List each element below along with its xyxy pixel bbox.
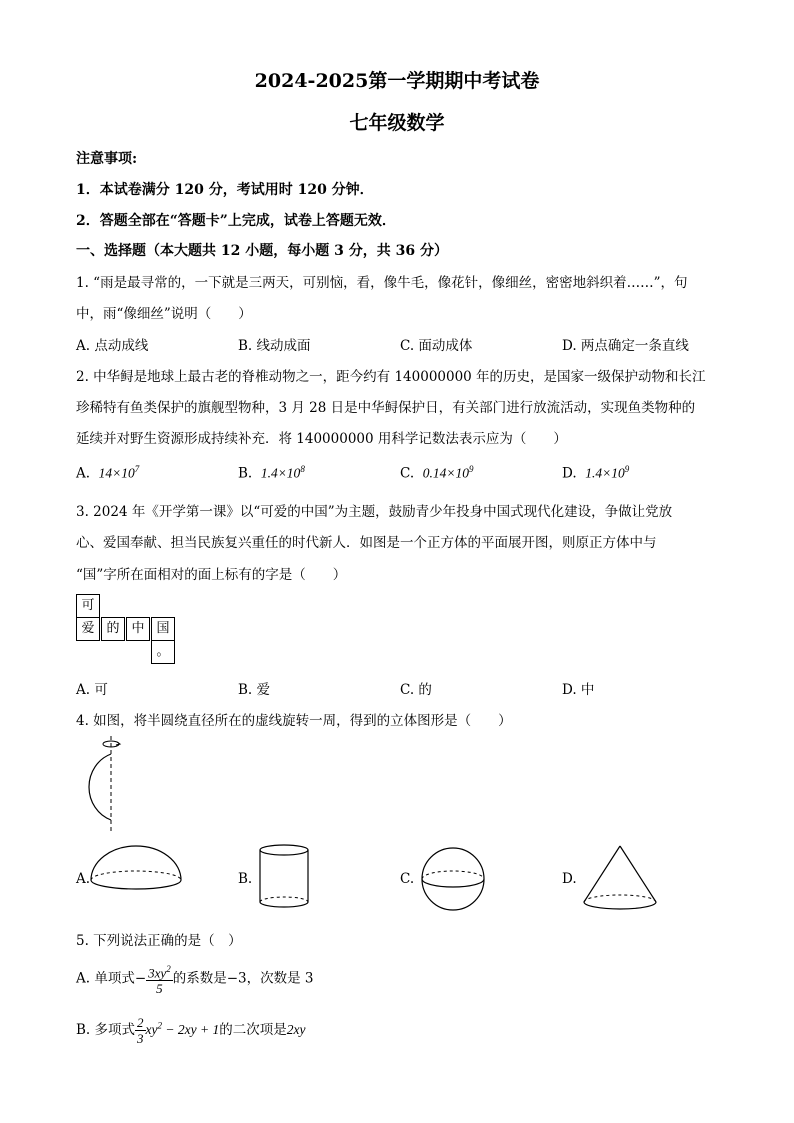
q4-option-d-label: D. [562, 871, 577, 887]
q2-option-d: D. $1.4\times 10^9$ [562, 464, 630, 482]
q4-option-c-label: C. [400, 871, 415, 887]
q2-option-b: B. $1.4\times 10^8$ [238, 464, 305, 482]
q3-option-c: C. 的 [400, 682, 432, 698]
q1-line-2: 中，雨“像细丝”说明（ ） [76, 306, 252, 322]
exam-title: 2024-2025第一学期期中考试卷 [254, 70, 540, 92]
q3-option-a: A. 可 [76, 682, 108, 698]
q2-option-c: C. $0.14\times 10^9$ [400, 464, 474, 482]
notice-item-1: 1．本试卷满分 120 分，考试用时 120 分钟． [76, 182, 374, 198]
q5-option-a-fraction: $\frac{3xy^2}{5}$ [148, 964, 171, 997]
q1-option-d: D. 两点确定一条直线 [562, 338, 689, 354]
notice-item-2: 2．答题全部在“答题卡”上完成，试卷上答题无效． [76, 213, 396, 229]
q5-option-b-fraction: $\frac{2}{3}$ [137, 1015, 144, 1046]
q5-line-1: 5. 下列说法正确的是（ ） [76, 933, 242, 949]
q2-line-3: 延续并对野生资源形成持续补充．将 140000000 用科学记数法表示应为（ ） [76, 431, 567, 447]
net-cell-period: 。 [151, 640, 175, 664]
q3-option-d: D. 中 [562, 682, 595, 698]
hemisphere-icon [88, 844, 184, 904]
net-cell-zhong: 中 [126, 617, 150, 641]
q2-line-2: 珍稀特有鱼类保护的旗舰型物种，3 月 28 日是中华鲟保护日，有关部门进行放流活动，实现鱼类物种的 [76, 400, 696, 416]
q2-option-a: A. $14\times 10^7$ [76, 464, 140, 482]
section-heading: 一、选择题（本大题共 12 小题，每小题 3 分，共 36 分） [76, 243, 448, 259]
q5-option-a: A. 单项式− $\frac{3xy^2}{5}$ 的系数是−3，次数是 3 [76, 964, 314, 997]
semicircle-rotation-figure [70, 734, 130, 838]
sphere-icon [418, 846, 488, 912]
q5-option-b: B. 多项式 $\frac{2}{3}$ $xy^2 - 2xy + 1$的二次项是2xy [76, 1015, 306, 1046]
q3-line-3: “国”字所在面相对的面上标有的字是（ ） [76, 567, 347, 583]
net-cell-ke: 可 [76, 594, 100, 618]
q3-line-2: 心、爱国奉献、担当民族复兴重任的时代新人．如图是一个正方体的平面展开图，则原正方体中与 [76, 535, 657, 551]
exam-subtitle: 七年级数学 [349, 112, 445, 134]
q1-line-1: 1. “雨是最寻常的，一下就是三两天，可别恼，看，像牛毛，像花针，像细丝，密密地斜织着……”，句 [76, 275, 688, 291]
q4-option-b-label: B. [238, 871, 253, 887]
q4-option-a-label: A. [76, 871, 91, 887]
q3-option-b: B. 爱 [238, 682, 271, 698]
notice-heading: 注意事项: [76, 151, 138, 167]
cylinder-icon [256, 842, 312, 912]
net-cell-ai: 爱 [76, 617, 100, 641]
q1-option-b: B. 线动成面 [238, 338, 311, 354]
q3-line-1: 3. 2024 年《开学第一课》以“可爱的中国”为主题，鼓励青少年投身中国式现代化建设，争做让党放 [76, 504, 673, 520]
net-cell-guo: 国 [151, 617, 175, 641]
q1-option-c: C. 面动成体 [400, 338, 473, 354]
q1-option-a: A. 点动成线 [76, 338, 149, 354]
q2-line-1: 2. 中华鲟是地球上最古老的脊椎动物之一，距今约有 140000000 年的历史，是国家一级保护动物和长江 [76, 369, 706, 385]
cone-icon [580, 842, 660, 914]
net-cell-de: 的 [101, 617, 125, 641]
q4-line-1: 4. 如图，将半圆绕直径所在的虚线旋转一周，得到的立体图形是（ ） [76, 713, 512, 729]
